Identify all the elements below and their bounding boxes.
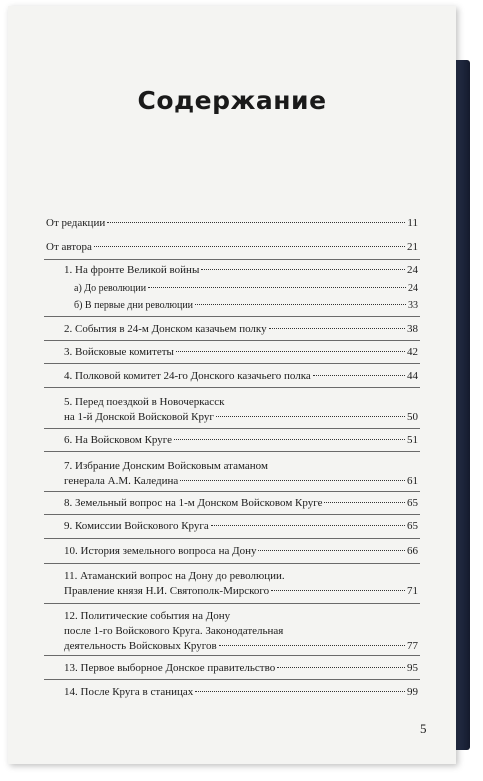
section-divider bbox=[44, 655, 420, 656]
toc-entry-title: а) До революции bbox=[74, 283, 147, 294]
dot-leader bbox=[216, 416, 405, 417]
toc-entry-title: 14. После Круга в станицах bbox=[64, 686, 194, 698]
dot-leader bbox=[277, 667, 405, 668]
toc-entry bbox=[64, 496, 418, 511]
toc-entry-title: на 1-й Донской Войсковой Круг bbox=[64, 411, 214, 423]
dot-leader bbox=[211, 525, 405, 526]
dot-leader bbox=[174, 439, 405, 440]
toc-entry-page: 24 bbox=[407, 264, 418, 276]
toc-entry bbox=[64, 395, 418, 425]
dot-leader bbox=[148, 287, 406, 288]
section-divider bbox=[44, 259, 420, 260]
toc-entry bbox=[64, 519, 418, 534]
section-divider bbox=[44, 563, 420, 564]
toc-entry-page: 65 bbox=[407, 497, 418, 509]
toc-entry-line: 11. Атаманский вопрос на Дону до революции. bbox=[64, 570, 285, 582]
toc-entry-page: 21 bbox=[407, 241, 418, 253]
toc-entry bbox=[64, 661, 418, 676]
toc-entry-title: От редакции bbox=[46, 217, 106, 229]
toc-entry-line: 5. Перед поездкой в Новочеркасск bbox=[64, 396, 225, 408]
section-divider bbox=[44, 428, 420, 429]
toc-entry-line: 7. Избрание Донским Войсковым атаманом bbox=[64, 460, 268, 472]
toc-entry-page: 65 bbox=[407, 520, 418, 532]
toc-entry-title: Правление князя Н.И. Святополк-Мирского bbox=[64, 585, 270, 597]
toc-entry-title: генерала А.М. Каледина bbox=[64, 475, 179, 487]
toc-entry-page: 38 bbox=[407, 323, 418, 335]
toc-entry-line: после 1-го Войскового Круга. Законодательная bbox=[64, 625, 284, 637]
toc-entry-title: 6. На Войсковом Круге bbox=[64, 434, 173, 446]
section-divider bbox=[44, 451, 420, 452]
toc-entry bbox=[64, 685, 418, 700]
toc-entry-page: 71 bbox=[407, 585, 418, 597]
toc-entry-title: 1. На фронте Великой войны bbox=[64, 264, 200, 276]
toc-entry-page: 95 bbox=[407, 662, 418, 674]
toc-entry bbox=[64, 345, 418, 360]
toc-entry-line: 12. Политические события на Дону bbox=[64, 610, 231, 622]
dot-leader bbox=[176, 351, 405, 352]
toc-subentry bbox=[74, 281, 418, 296]
toc-entry-page: 42 bbox=[407, 346, 418, 358]
dot-leader bbox=[258, 550, 405, 551]
dot-leader bbox=[313, 375, 405, 376]
section-divider bbox=[44, 603, 420, 604]
toc-entry bbox=[64, 263, 418, 278]
section-divider bbox=[44, 538, 420, 539]
toc-entry-page: 24 bbox=[408, 283, 418, 294]
dot-leader bbox=[324, 502, 405, 503]
page-title: Содержание bbox=[137, 86, 327, 115]
toc-entry-page: 61 bbox=[407, 475, 418, 487]
toc-entry-page: 33 bbox=[408, 300, 418, 311]
section-divider bbox=[44, 363, 420, 364]
dot-leader bbox=[180, 480, 405, 481]
toc-entry-page: 11 bbox=[407, 217, 418, 229]
toc-entry-page: 77 bbox=[407, 640, 418, 652]
toc-entry-title: 10. История земельного вопроса на Дону bbox=[64, 545, 257, 557]
toc-entry-page: 99 bbox=[407, 686, 418, 698]
toc-entry-title: От автора bbox=[46, 241, 92, 253]
toc-entry-title: б) В первые дни революции bbox=[74, 300, 194, 311]
toc-entry bbox=[64, 433, 418, 448]
dot-leader bbox=[219, 645, 405, 646]
toc-entry bbox=[46, 240, 418, 255]
toc-subentry bbox=[74, 298, 418, 313]
section-divider bbox=[44, 679, 420, 680]
toc-entry bbox=[64, 609, 418, 654]
dot-leader bbox=[107, 222, 405, 223]
toc-entry-page: 51 bbox=[407, 434, 418, 446]
toc-entry bbox=[64, 322, 418, 337]
toc-entry bbox=[64, 369, 418, 384]
section-divider bbox=[44, 514, 420, 515]
toc-entry bbox=[64, 544, 418, 559]
toc-entry-title: 8. Земельный вопрос на 1-м Донском Войсковом Круге bbox=[64, 497, 323, 509]
toc-entry-title: 13. Первое выборное Донское правительство bbox=[64, 662, 276, 674]
toc-entry-title: 4. Полковой комитет 24-го Донского казачьего полка bbox=[64, 370, 311, 382]
toc-entry bbox=[64, 569, 418, 599]
toc-entry bbox=[64, 459, 418, 489]
dot-leader bbox=[195, 304, 406, 305]
section-divider bbox=[44, 491, 420, 492]
toc-entry-page: 66 bbox=[407, 545, 418, 557]
dot-leader bbox=[201, 269, 405, 270]
section-divider bbox=[44, 387, 420, 388]
toc-entry bbox=[46, 216, 418, 231]
toc-entry-title: 9. Комиссии Войскового Круга bbox=[64, 520, 209, 532]
dot-leader bbox=[269, 328, 405, 329]
toc-entry-title: деятельность Войсковых Кругов bbox=[64, 640, 217, 652]
dot-leader bbox=[271, 590, 405, 591]
dot-leader bbox=[195, 691, 405, 692]
toc-entry-page: 44 bbox=[407, 370, 418, 382]
page-number: 5 bbox=[420, 721, 427, 736]
dot-leader bbox=[94, 246, 405, 247]
book-page bbox=[8, 6, 456, 764]
toc-entry-page: 50 bbox=[407, 411, 418, 423]
toc-entry-title: 2. События в 24-м Донском казачьем полку bbox=[64, 323, 267, 335]
toc-entry-title: 3. Войсковые комитеты bbox=[64, 346, 174, 358]
section-divider bbox=[44, 316, 420, 317]
section-divider bbox=[44, 340, 420, 341]
